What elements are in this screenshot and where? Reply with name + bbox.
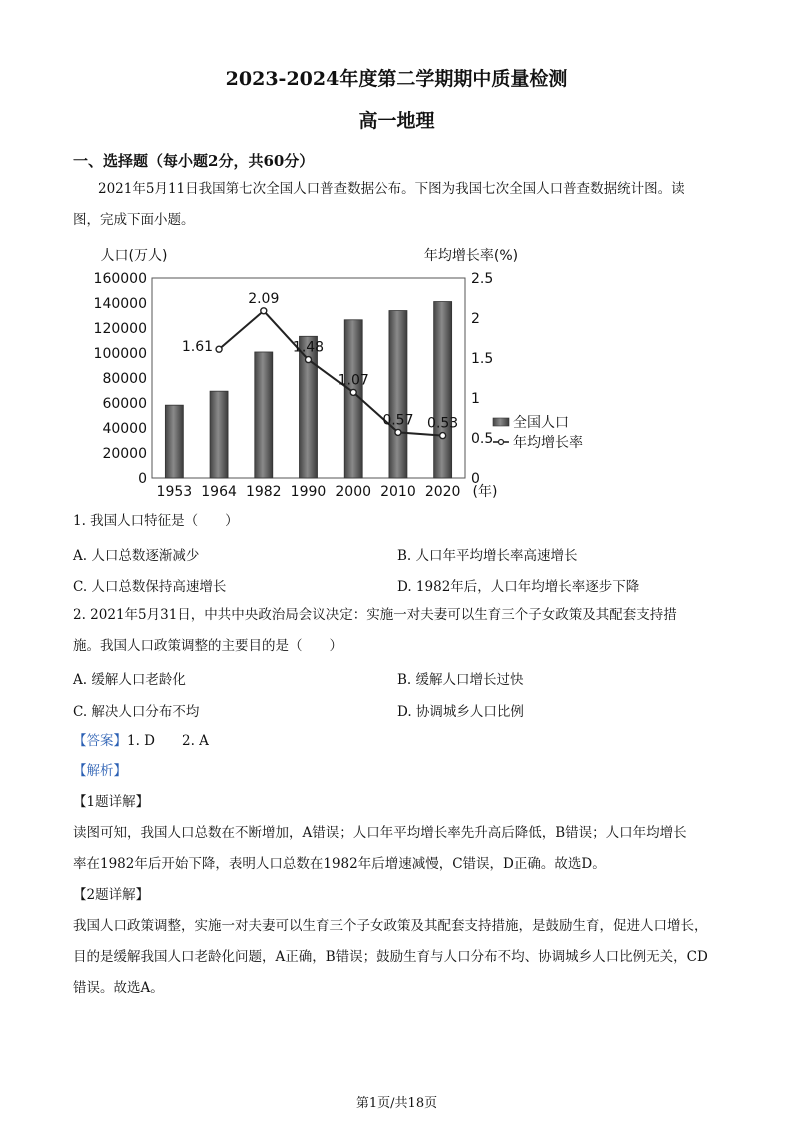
- q2-stem-line-2: 施。我国人口政策调整的主要目的是（ ）: [73, 638, 343, 654]
- y-left-tick-label: 60000: [102, 396, 147, 412]
- y-left-tick-label: 80000: [102, 371, 147, 387]
- y-left-tick-label: 120000: [93, 321, 147, 337]
- x-tick-label: 1964: [201, 484, 237, 500]
- y-right-tick-label: 1: [471, 391, 480, 407]
- legend-label: 年均增长率: [513, 435, 583, 451]
- x-axis-unit: (年): [472, 484, 498, 500]
- answer-line: [73, 732, 209, 751]
- y-right-tick-label: 2: [471, 311, 480, 327]
- population-chart: [90, 240, 610, 505]
- detail-1-title: 【1题详解】: [73, 794, 150, 810]
- answer-value: 1. D 2. A: [127, 733, 209, 749]
- growth-rate-data-label: 1.48: [292, 339, 325, 356]
- bar-2010: [389, 311, 407, 478]
- q2-option-b[interactable]: B. 缓解人口增长过快: [397, 672, 524, 688]
- detail-1-line-1: 读图可知，我国人口总数在不断增加，A错误；人口年平均增长率先升高后降低，B错误；人口年均增长: [73, 825, 687, 841]
- y-left-tick-label: 0: [138, 471, 147, 487]
- y-left-tick-label: 40000: [102, 421, 147, 437]
- intro-line-1: 2021年5月11日我国第七次全国人口普查数据公布。下图为我国七次全国人口普查数据统计图。读: [98, 181, 685, 197]
- detail-2-title: 【2题详解】: [73, 887, 150, 903]
- detail-2-line-1: 我国人口政策调整，实施一对夫妻可以生育三个子女政策及其配套支持措施，是鼓励生育，促进人口增长，: [73, 918, 708, 934]
- subject-title: 高一地理: [358, 110, 435, 132]
- q2-option-a[interactable]: A. 缓解人口老龄化: [73, 672, 186, 688]
- exam-title: 2023-2024年度第二学期期中质量检测: [225, 68, 568, 90]
- bar-1982: [255, 352, 273, 478]
- q1-option-d[interactable]: D. 1982年后，人口年均增长率逐步下降: [397, 579, 640, 595]
- answer-label: 【答案】: [73, 733, 127, 749]
- x-tick-label: 2020: [424, 484, 461, 500]
- y-left-tick-label: 100000: [93, 346, 147, 362]
- detail-1-line-2: 率在1982年后开始下降，表明人口总数在1982年后增速减慢，C错误，D正确。故选D。: [73, 856, 606, 872]
- bar-2020: [434, 302, 452, 478]
- x-tick-label: 1990: [290, 484, 327, 500]
- x-tick-label: 1953: [156, 484, 193, 500]
- q1-option-c[interactable]: C. 人口总数保持高速增长: [73, 579, 227, 595]
- intro-line-2: 图，完成下面小题。: [73, 212, 195, 228]
- x-tick-label: 2010: [380, 484, 416, 500]
- growth-rate-point: [440, 433, 446, 439]
- bar-1964: [210, 391, 228, 478]
- growth-rate-data-label: 2.09: [248, 290, 280, 307]
- page-number: 第1页/共18页: [355, 1096, 438, 1111]
- q2-option-c[interactable]: C. 解决人口分布不均: [73, 704, 200, 720]
- growth-rate-point: [350, 389, 356, 395]
- y-right-tick-label: 2.5: [471, 271, 494, 287]
- y-right-tick-label: 0: [471, 471, 480, 487]
- growth-rate-data-label: 1.07: [337, 372, 369, 389]
- growth-rate-data-label: 1.61: [181, 339, 214, 356]
- q2-stem-line-1: 2. 2021年5月31日，中共中央政治局会议决定：实施一对夫妻可以生育三个子女政策及其配套支持措: [73, 607, 677, 623]
- x-tick-label: 2000: [335, 484, 372, 500]
- bar-1953: [165, 405, 183, 478]
- y-left-tick-label: 140000: [93, 296, 147, 312]
- growth-rate-data-label: 0.57: [382, 412, 414, 429]
- x-tick-label: 1982: [245, 484, 282, 500]
- q1-option-b[interactable]: B. 人口年平均增长率高速增长: [397, 548, 578, 564]
- y-left-axis-title: 人口(万人): [100, 248, 168, 264]
- y-left-tick-label: 160000: [93, 271, 147, 287]
- legend-line-marker: [499, 440, 504, 445]
- q1-stem: 1. 我国人口特征是（ ）: [73, 513, 239, 529]
- growth-rate-point: [395, 429, 401, 435]
- growth-rate-data-label: 0.53: [427, 415, 459, 432]
- y-left-tick-label: 20000: [102, 446, 147, 462]
- q1-option-a[interactable]: A. 人口总数逐渐减少: [73, 548, 200, 564]
- legend-bar-swatch: [493, 418, 509, 426]
- y-right-axis-title: 年均增长率(%): [423, 248, 519, 264]
- legend-label: 全国人口: [513, 415, 569, 431]
- detail-2-line-3: 错误。故选A。: [73, 980, 164, 996]
- growth-rate-point: [216, 346, 222, 352]
- growth-rate-point: [306, 357, 312, 363]
- y-right-tick-label: 1.5: [471, 351, 494, 367]
- analysis-label: 【解析】: [73, 763, 127, 779]
- section-heading: 一、选择题（每小题2分，共60分）: [73, 152, 315, 170]
- detail-2-line-2: 目的是缓解我国人口老龄化问题，A正确，B错误；鼓励生育与人口分布不均、协调城乡人口比例无关，CD: [73, 949, 708, 965]
- growth-rate-point: [261, 308, 267, 314]
- y-right-tick-label: 0.5: [471, 431, 494, 447]
- q2-option-d[interactable]: D. 协调城乡人口比例: [397, 704, 524, 720]
